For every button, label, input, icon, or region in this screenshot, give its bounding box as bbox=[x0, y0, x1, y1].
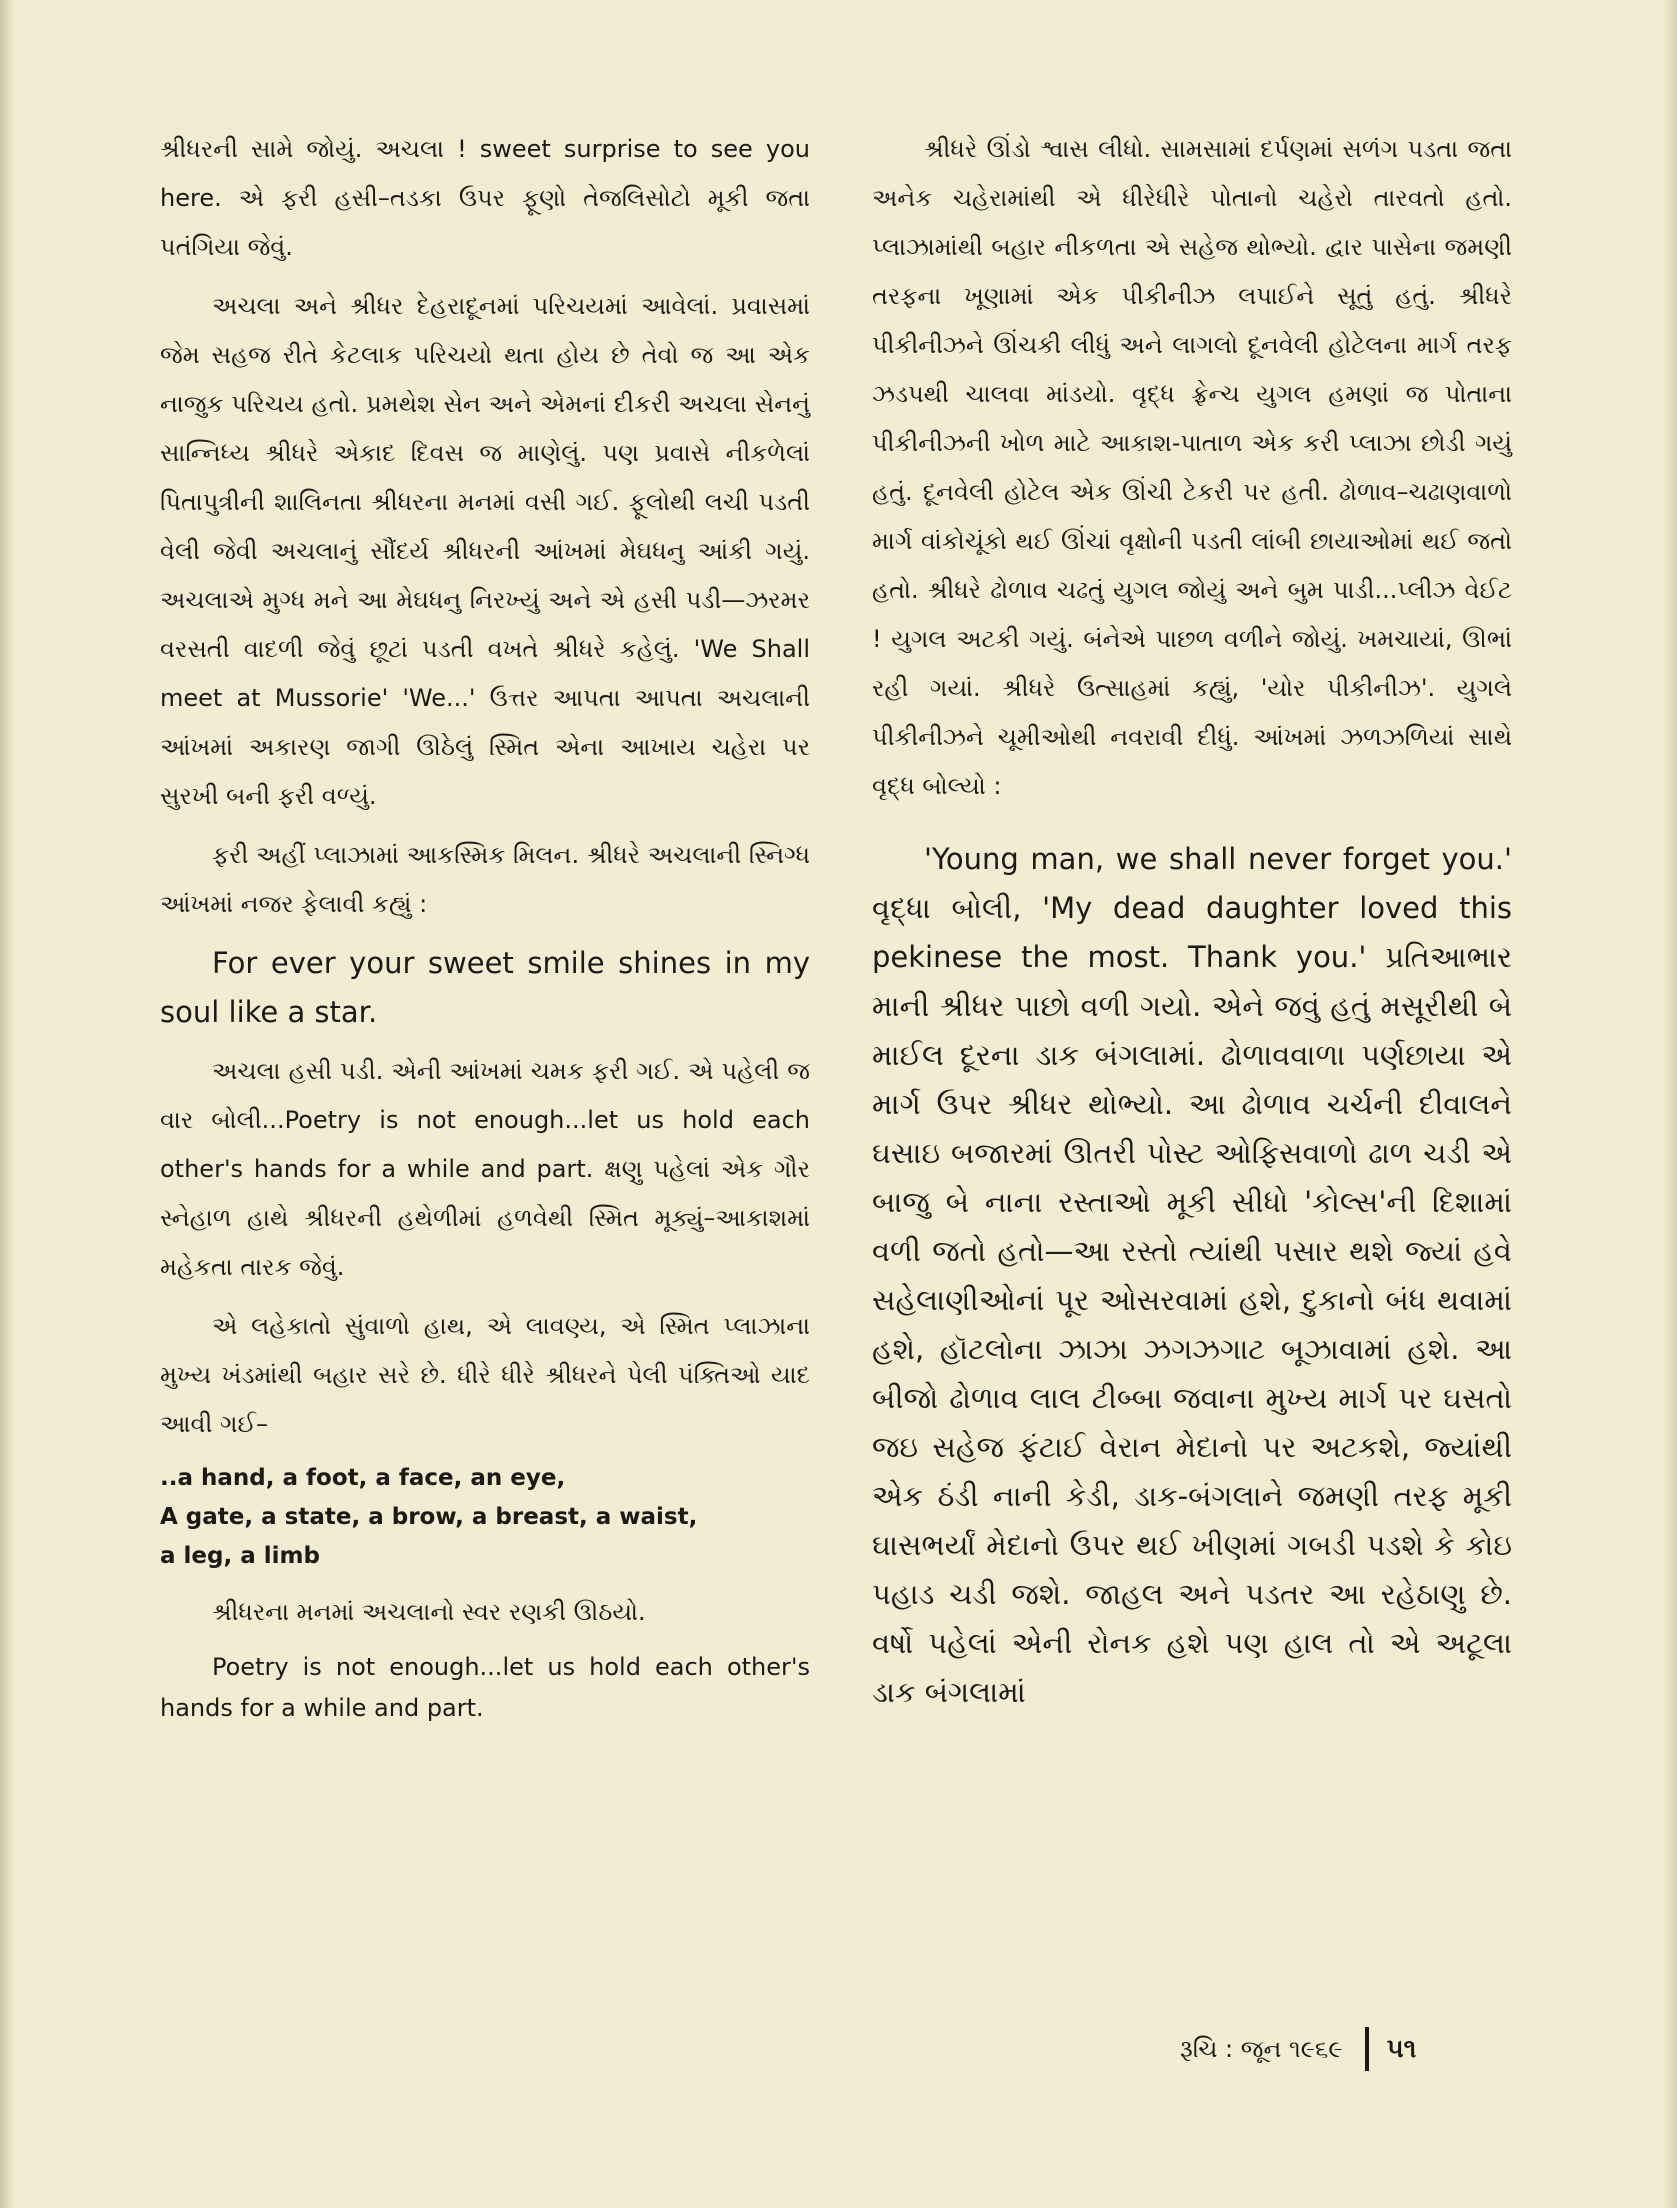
running-head: રૂચિ : જૂન ૧૯૬૯ bbox=[1180, 2035, 1343, 2063]
left-paragraph-7: Poetry is not enough...let us hold each other's hands for a while and part. bbox=[160, 1653, 810, 1722]
verse-line: A gate, a state, a brow, a breast, a waist, bbox=[160, 1504, 698, 1530]
footer-divider bbox=[1365, 2027, 1369, 2071]
left-paragraph-1: શ્રીધરની સામે જોયું. અચલા ! sweet surprise to see you here. એ ફરી હસી–તડકા ઉપર ફૂણો તેજલિસોટો મૂકી જતા પતંગિયા જેવું. bbox=[160, 135, 810, 261]
left-paragraph-4: અચલા હસી પડી. એની આંખમાં ચમક ફરી ગઈ. એ પહેલી જ વાર બોલી...Poetry is not enough...let us hold each other's hands for a while and part. ક્ષણુ પહેલાં એક ગૌર સ્નેહાળ હાથે શ્રીધરની હથેળીમાં હળવેથી સ્મિત મૂક્યું–આકાશમાં મહેકતા તારક જેવું. bbox=[160, 1057, 810, 1281]
right-paragraph-2: 'Young man, we shall never forget you.' વૃદ્ધા બોલી, 'My dead daughter loved this pekinese the most. Thank you.' પ્રતિઆભાર માની શ્રીધર પાછો વળી ગયો. એને જવું હતું મસૂરીથી બે માઈલ દૂરના ડાક બંગલામાં. ઢોળાવવાળા પર્ણછાયા એ માર્ગ ઉપર શ્રીધર થોભ્યો. આ ઢોળાવ ચર્ચની દીવાલને ઘસાઇ બજારમાં ઊતરી પોસ્ટ ઓફિસવાળો ઢાળ ચડી એ બાજુ બે નાના રસ્તાઓ મૂકી સીધો 'કોલ્સ'ની દિશામાં વળી જતો હતો—આ રસ્તો ત્યાંથી પસાર થશે જ્યાં હવે સહેલાણીઓનાં પૂર ઓસરવામાં હશે, દુકાનો બંધ થવામાં હશે, હૉટલોના ઝાઝા ઝગઝગાટ બૂઝાવામાં હશે. આ બીજો ઢોળાવ લાલ ટીબ્બા જવાના મુખ્ય માર્ગ પર ઘસતો જઇ સહેજ ફંટાઈ વેરાન મેદાનો પર અટકશે, જ્યાંથી એક ઠંડી નાની કેડી, ડાક-બંગલાને જમણી તરફ મૂકી ઘાસભર્યાં મેદાનો ઉપર થઈ ખીણમાં ગબડી પડશે કે કોઇ પહાડ ચડી જશે. જાહલ અને પડતર આ રહેઠાણુ છે. વર્ષો પહેલાં એની રોનક હશે પણ હાલ તો એ અટૂલા ડાક બંગલામાં bbox=[872, 842, 1512, 1709]
verse-line: a leg, a limb bbox=[160, 1543, 320, 1569]
page-number: ૫૧ bbox=[1386, 2033, 1417, 2064]
poem-line: For ever your sweet smile shines in my soul like a star. bbox=[160, 946, 810, 1029]
left-paragraph-2: અચલા અને શ્રીધર દેહરાદૂનમાં પરિચયમાં આવેલાં. પ્રવાસમાં જેમ સહજ રીતે કેટલાક પરિચયો થતા હોય છે તેવો જ આ એક નાજુક પરિચય હતો. પ્રમથેશ સેન અને એમનાં દીકરી અચલા સેનનું સાન્નિધ્ય શ્રીધરે એકાદ દિવસ જ માણેલું. પણ પ્રવાસે નીકળેલાં પિતાપુત્રીની શાલિનતા શ્રીધરના મનમાં વસી ગઈ. ફૂલોથી લચી પડતી વેલી જેવી અચલાનું સૌંદર્ય શ્રીધરની આંખમાં મેઘધનુ આંકી ગયું. અચલાએ મુગ્ધ મને આ મેઘધનુ નિરખ્યું અને એ હસી પડી—ઝરમર વરસતી વાદળી જેવું છૂટાં પડતી વખતે શ્રીધરે કહેલું. 'We Shall meet at Mussorie' 'We...' ઉત્તર આપતા આપતા અચલાની આંખમાં અકારણ જાગી ઊઠેલું સ્મિત એના આખાય ચહેરા પર સુરખી બની ફરી વળ્યું. bbox=[160, 292, 810, 810]
verse-line: ..a hand, a foot, a face, an eye, bbox=[160, 1465, 566, 1491]
right-column bbox=[872, 125, 1512, 1727]
left-paragraph-5: એ લહેકાતો સુંવાળો હાથ, એ લાવણ્ય, એ સ્મિત પ્લાઝાના મુખ્ય ખંડમાંથી બહાર સરે છે. ધીરે ધીરે શ્રીધરને પેલી પંક્તિઓ યાદ આવી ગઈ– bbox=[160, 1312, 810, 1438]
right-paragraph-1: શ્રીધરે ઊંડો શ્વાસ લીધો. સામસામાં દર્પણમાં સળંગ પડતા જતા અનેક ચહેરામાંથી એ ધીરેધીરે પોતાનો ચહેરો તારવતો હતો. પ્લાઝામાંથી બહાર નીકળતા એ સહેજ થોભ્યો. દ્વાર પાસેના જમણી તરફના ખૂણામાં એક પીકીનીઝ લપાઈને સૂતું હતું. શ્રીધરે પીકીનીઝને ઊંચકી લીધું અને લાગલો દૂનવેલી હોટેલના માર્ગ તરફ ઝડપથી ચાલવા માંડયો. વૃદ્ધ ફ્રેન્ચ યુગલ હમણાં જ પોતાના પીકીનીઝની ખોળ માટે આકાશ-પાતાળ એક કરી પ્લાઝા છોડી ગયું હતું. દૂનવેલી હોટેલ એક ઊંચી ટેકરી પર હતી. ઢોળાવ–ચઢાણવાળો માર્ગ વાંકોચૂંકો થઈ ઊંચાં વૃક્ષોની પડતી લાંબી છાયાઓમાં થઈ જતો હતો. શ્રીધરે ઢોળાવ ચઢતું યુગલ જોયું અને બુમ પાડી...પ્લીઝ વેઈટ ! યુગલ અટકી ગયું. બંનેએ પાછળ વળીને જોયું. ખમચાયાં, ઊભાં રહી ગયાં. શ્રીધરે ઉત્સાહમાં કહ્યું, 'યોર પીકીનીઝ'. યુગલે પીકીનીઝને ચૂમીઓથી નવરાવી દીધું. આંખમાં ઝળઝળિયાં સાથે વૃદ્ધ બોલ્યો : bbox=[872, 135, 1512, 800]
left-paragraph-6: શ્રીધરના મનમાં અચલાનો સ્વર રણકી ઊઠયો. bbox=[212, 1598, 646, 1626]
verse-block bbox=[160, 1459, 810, 1576]
page-edge-left bbox=[0, 0, 14, 2208]
page-footer bbox=[1180, 2027, 1416, 2071]
left-paragraph-3: ફરી અહીં પ્લાઝામાં આકસ્મિક મિલન. શ્રીધરે અચલાની સ્નિગ્ધ આંખમાં નજર ફેલાવી કહ્યું : bbox=[160, 841, 810, 918]
page-edge-right bbox=[1663, 0, 1677, 2208]
left-column bbox=[160, 125, 810, 1739]
